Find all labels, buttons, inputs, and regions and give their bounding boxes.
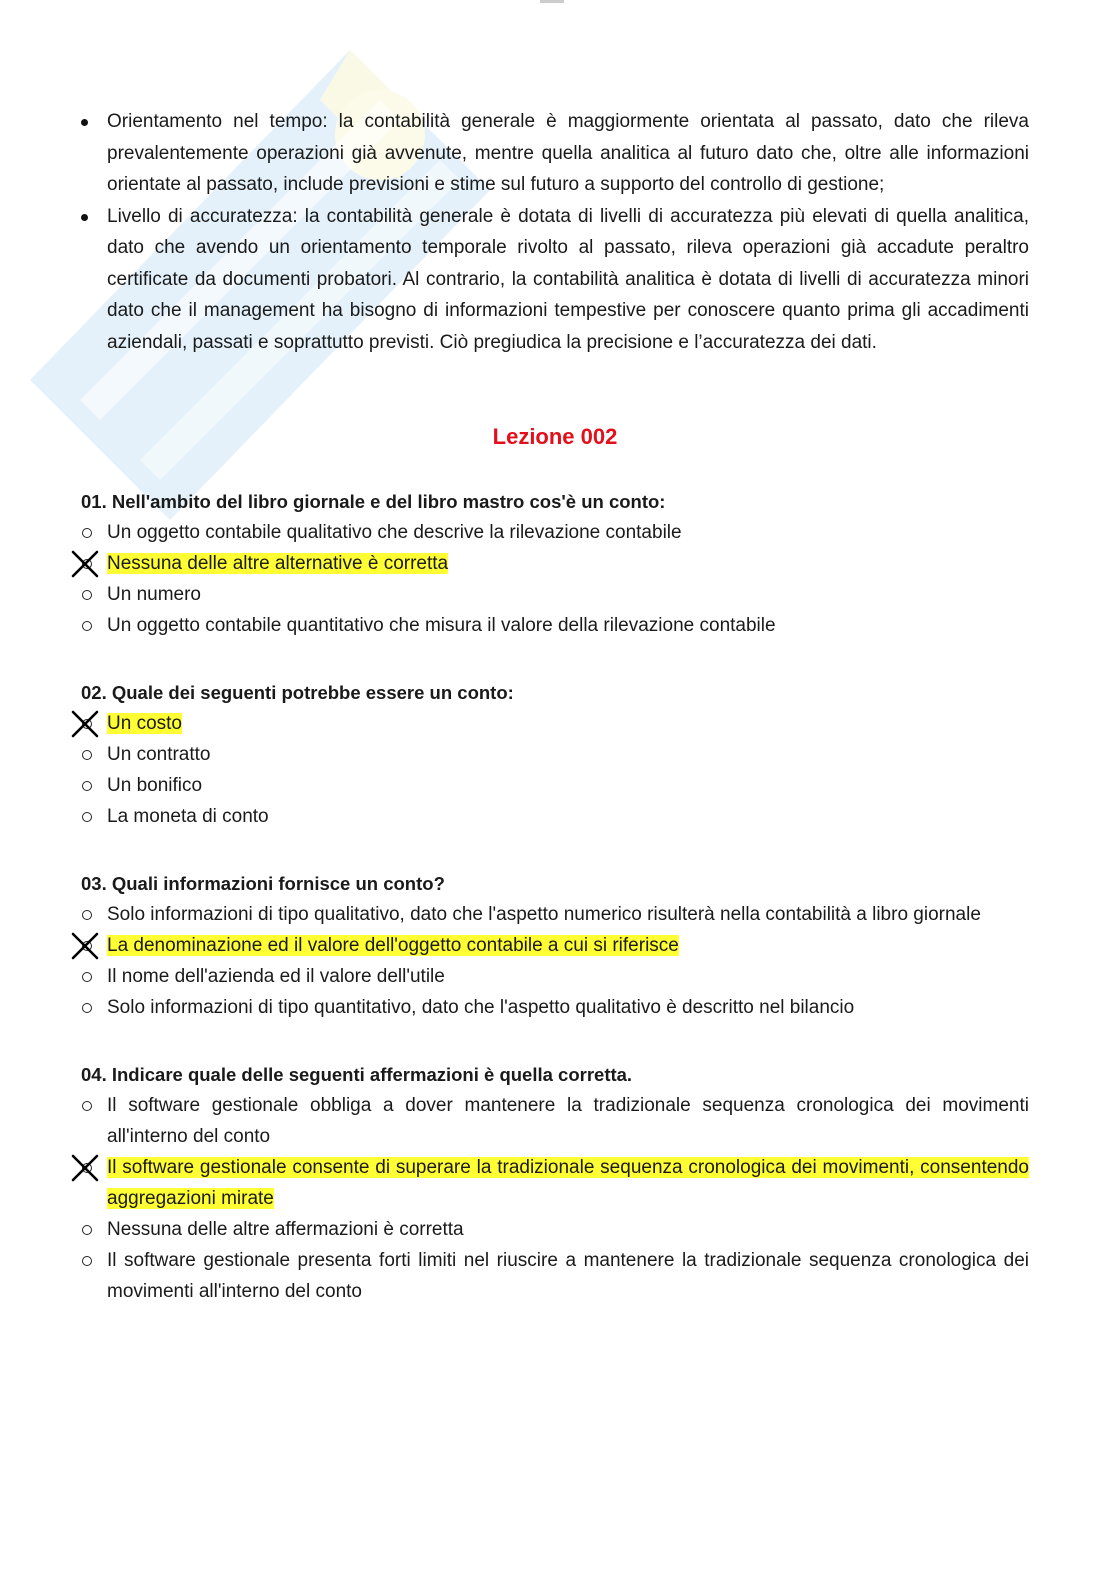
question-title: 03. Quali informazioni fornisce un conto? xyxy=(81,873,445,894)
question-02 xyxy=(81,677,1029,832)
option-text: Solo informazioni di tipo quantitativo, dato che l'aspetto qualitativo è descritto nel bilancio xyxy=(107,997,855,1018)
bullet-dot-icon xyxy=(81,214,88,221)
radio-circle-icon xyxy=(82,972,92,982)
radio-circle-icon xyxy=(82,812,92,822)
option-text: Un contratto xyxy=(107,744,211,765)
option-text: Il software gestionale obbliga a dover mantenere la tradizionale sequenza cronologica dei movimenti all'interno del conto xyxy=(107,1095,1029,1147)
option-text: La moneta di conto xyxy=(107,806,269,827)
cross-mark-icon xyxy=(70,550,100,578)
option-text: Un bonifico xyxy=(107,775,203,796)
cross-mark-icon xyxy=(70,710,100,738)
option-text: Un numero xyxy=(107,584,201,605)
option-text: Un oggetto contabile quantitativo che misura il valore della rilevazione contabile xyxy=(107,615,776,636)
question-03 xyxy=(81,868,1029,1023)
radio-circle-icon xyxy=(82,910,92,920)
option-text-highlighted: La denominazione ed il valore dell'oggetto contabile a cui si riferisce xyxy=(107,935,679,956)
bullet-text: Orientamento nel tempo: la contabilità generale è maggiormente orientata al passato, dato che rileva prevalentemente operazioni già avvenute, mentre quella analitica al futuro dato che, oltre alle informazioni orientate al passato, include previsioni e stime sul futuro a supporto del controllo di gestione; xyxy=(107,111,1029,195)
option-text: Il nome dell'azienda ed il valore dell'utile xyxy=(107,966,445,987)
radio-circle-icon xyxy=(82,1256,92,1266)
bullet-item xyxy=(81,106,1029,201)
bullet-dot-icon xyxy=(81,119,88,126)
option-correct xyxy=(81,548,1029,579)
option xyxy=(81,579,1029,610)
radio-circle-icon xyxy=(82,528,92,538)
bullet-text: Livello di accuratezza: la contabilità generale è dotata di livelli di accuratezza più elevati di quella analitica, dato che avendo un orientamento temporale rivolto al passato, rileva operazioni già accadute peraltro certificate da documenti probatori. Al contrario, la contabilità analitica è dotata di livelli di accuratezza minori dato che il management ha bisogno di informazioni tempestive per conoscere quanto prima gli accadimenti aziendali, passati e soprattutto previsti. Ciò pregiudica la precisione e l’accuratezza dei dati. xyxy=(107,205,1029,353)
header-mark xyxy=(540,0,564,3)
radio-circle-icon xyxy=(82,750,92,760)
cross-mark-icon xyxy=(70,1154,100,1182)
option xyxy=(81,739,1029,770)
option xyxy=(81,801,1029,832)
option-text: Un oggetto contabile qualitativo che descrive la rilevazione contabile xyxy=(107,522,682,543)
document-page xyxy=(81,106,1029,1307)
option-text: Il software gestionale presenta forti limiti nel riuscire a mantenere la tradizionale sequenza cronologica dei movimenti all'interno del conto xyxy=(107,1250,1029,1302)
bullet-list xyxy=(81,106,1029,358)
radio-circle-icon xyxy=(82,590,92,600)
option-correct xyxy=(81,708,1029,739)
lesson-title: Lezione 002 xyxy=(492,424,618,449)
option-text-highlighted: Un costo xyxy=(107,713,182,734)
question-title: 01. Nell'ambito del libro giornale e del libro mastro cos'è un conto: xyxy=(81,491,666,512)
option xyxy=(81,992,1029,1023)
radio-circle-icon xyxy=(82,621,92,631)
option xyxy=(81,770,1029,801)
option xyxy=(81,961,1029,992)
question-title: 04. Indicare quale delle seguenti affermazioni è quella corretta. xyxy=(81,1064,633,1085)
option-text-highlighted: Il software gestionale consente di superare la tradizionale sequenza cronologica dei movimenti, consentendo aggregazioni mirate xyxy=(107,1157,1029,1209)
question-04 xyxy=(81,1059,1029,1307)
option xyxy=(81,1090,1029,1152)
option-text: Solo informazioni di tipo qualitativo, dato che l'aspetto numerico risulterà nella contabilità a libro giornale xyxy=(107,904,981,925)
option xyxy=(81,1214,1029,1245)
radio-circle-icon xyxy=(82,1003,92,1013)
option xyxy=(81,610,1029,641)
radio-circle-icon xyxy=(82,1225,92,1235)
radio-circle-icon xyxy=(82,1101,92,1111)
cross-mark-icon xyxy=(70,932,100,960)
option-text: Nessuna delle altre affermazioni è corretta xyxy=(107,1219,464,1240)
question-list xyxy=(81,486,1029,1307)
radio-circle-icon xyxy=(82,781,92,791)
option xyxy=(81,899,1029,930)
bullet-item xyxy=(81,201,1029,359)
question-01 xyxy=(81,486,1029,641)
option xyxy=(81,517,1029,548)
option-correct xyxy=(81,930,1029,961)
option-correct xyxy=(81,1152,1029,1214)
question-title: 02. Quale dei seguenti potrebbe essere un conto: xyxy=(81,682,514,703)
option-text-highlighted: Nessuna delle altre alternative è corretta xyxy=(107,553,449,574)
option xyxy=(81,1245,1029,1307)
